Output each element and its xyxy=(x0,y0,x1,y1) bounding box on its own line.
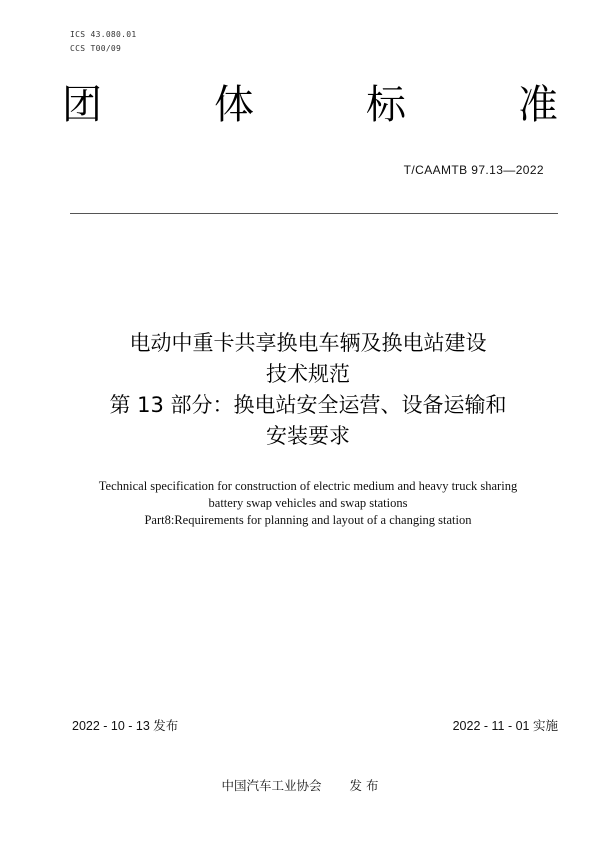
publish-date: 2022 - 10 - 13 发布 xyxy=(72,719,179,733)
chinese-title-line-2: 技术规范 xyxy=(266,362,350,386)
title-char-2: 体 xyxy=(214,82,254,128)
title-char-3: 标 xyxy=(366,82,406,128)
ics-code: ICS 43.080.01 xyxy=(70,30,137,39)
title-char-1: 团 xyxy=(62,82,102,128)
chinese-title-line-3: 第 13 部分：换电站安全运营、设备运输和 xyxy=(109,393,507,417)
issuer-action: 发 布 xyxy=(349,778,379,793)
effective-date: 2022 - 11 - 01 实施 xyxy=(452,719,558,733)
issuer-organization: 中国汽车工业协会 xyxy=(221,778,322,793)
issuer-line xyxy=(0,776,600,794)
classification-codes xyxy=(70,28,137,56)
document-category-title xyxy=(62,80,558,130)
english-title-line-2: battery swap vehicles and swap stations xyxy=(208,496,408,510)
chinese-title-line-1: 电动中重卡共享换电车辆及换电站建设 xyxy=(129,331,487,355)
english-title-line-3: Part8:Requirements for planning and layout of a changing station xyxy=(144,513,472,527)
english-title xyxy=(40,478,576,529)
standard-number: T/CAAMTB 97.13—2022 xyxy=(403,163,544,177)
title-char-4: 准 xyxy=(518,82,558,128)
chinese-title-line-4: 安装要求 xyxy=(266,424,350,448)
english-title-line-1: Technical specification for construction of electric medium and heavy truck sharing xyxy=(98,479,518,493)
ccs-code: CCS T00/09 xyxy=(70,44,122,53)
header-divider xyxy=(70,213,558,214)
chinese-title xyxy=(40,328,576,452)
